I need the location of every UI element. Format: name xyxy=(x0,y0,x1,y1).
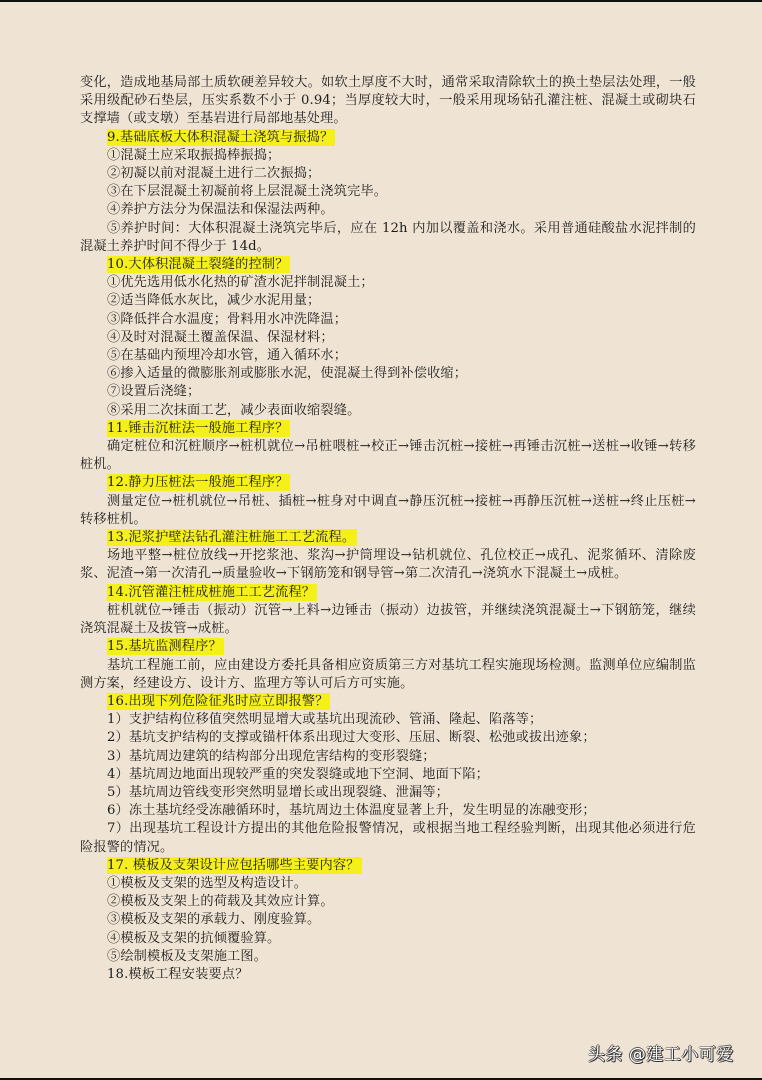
paragraph: 测量定位→桩机就位→吊桩、插桩→桩身对中调直→静压沉桩→接桩→再静压沉桩→送桩→终止压桩→转移桩机。 xyxy=(80,493,696,527)
section-heading xyxy=(80,638,696,656)
list-item: 1）支护结构位移值突然明显增大或基坑出现流砂、管涌、隆起、陷落等； xyxy=(107,712,543,728)
list-item: 6）冻土基坑经受冻融循环时，基坑周边土体温度显著上升，发生明显的冻融变形； xyxy=(107,803,596,819)
list-item: ②初凝以前对混凝土进行二次振捣； xyxy=(107,166,321,182)
intro-paragraph: 变化，造成地基局部土质软硬差异较大。如软土厚度不大时，通常采取清除软土的换土垫层法处理，一般采用级配砂石垫层，压实系数不小于 0.94；当厚度较大时，一般采用现场钻孔灌注桩、混凝土或砌块石支撑墙（或支墩）至基岩进行局部地基处理。 xyxy=(80,75,696,127)
list-item: ④模板及支架的抗倾覆验算。 xyxy=(107,930,281,946)
list-item: ⑧采用二次抹面工艺，减少表面收缩裂缝。 xyxy=(107,402,361,418)
plain-heading: 18.模板工程安装要点？ xyxy=(107,966,249,982)
paragraph: 基坑工程施工前，应由建设方委托具备相应资质第三方对基坑工程实施现场检测。监测单位应编制监测方案，经建设方、设计方、监理方等认可后方可实施。 xyxy=(80,657,696,691)
list-item: ②适当降低水灰比，减少水泥用量； xyxy=(107,293,321,309)
highlighted-heading: 17. 模板及支架设计应包括哪些主要内容？ xyxy=(107,857,360,873)
list-item: ④养护方法分为保温法和保湿法两种。 xyxy=(107,202,334,218)
highlighted-heading: 16.出现下列危险征兆时应立即报警？ xyxy=(107,693,329,709)
section-heading xyxy=(80,420,696,438)
list-item: ③在下层混凝土初凝前将上层混凝土浇筑完毕。 xyxy=(107,184,388,200)
section-heading xyxy=(80,857,696,875)
section-heading xyxy=(80,584,696,602)
highlighted-heading: 9.基础底板大体积混凝土浇筑与振捣？ xyxy=(107,129,334,145)
top-border xyxy=(0,0,762,2)
list-item: ①模板及支架的选型及构造设计。 xyxy=(107,875,308,891)
list-item: ①优先选用低水化热的矿渣水泥拌制混凝土； xyxy=(107,275,374,291)
list-item: 4）基坑周边地面出现较严重的突发裂缝或地下空洞、地面下陷； xyxy=(107,766,489,782)
highlighted-heading: 10.大体积混凝土裂缝的控制？ xyxy=(107,257,289,273)
section-heading xyxy=(80,129,696,147)
paragraph: 确定桩位和沉桩顺序→桩机就位→吊桩喂桩→校正→锤击沉桩→接桩→再锤击沉桩→送桩→收锤→转移桩机。 xyxy=(80,439,696,473)
list-item: ⑤在基础内预埋冷却水管，通入循环水； xyxy=(107,348,348,364)
section-heading xyxy=(80,966,696,984)
section-heading xyxy=(80,693,696,711)
paragraph: 桩机就位→锤击（振动）沉管→上料→边锤击（振动）边拔管，并继续浇筑混凝土→下钢筋笼，继续浇筑混凝土及拔管→成桩。 xyxy=(80,602,696,637)
list-item: 2）基坑支护结构的支撑或锚杆体系出现过大变形、压屈、断裂、松弛或拔出迹象； xyxy=(107,730,596,746)
list-item: ④及时对混凝土覆盖保温、保湿材料； xyxy=(107,329,334,345)
highlighted-heading: 12.静力压桩法一般施工程序？ xyxy=(107,475,289,491)
list-item: ③降低拌合水温度；骨料用水冲洗降温； xyxy=(107,311,348,327)
list-item: ①混凝土应采取振捣棒振捣； xyxy=(107,147,281,163)
list-item: ⑥掺入适量的微膨胀剂或膨胀水泥，使混凝土得到补偿收缩； xyxy=(107,366,468,382)
highlighted-heading: 13.泥浆护壁法钻孔灌注桩施工工艺流程。 xyxy=(107,530,356,546)
list-item: 3）基坑周边建筑的结构部分出现危害结构的变形裂缝； xyxy=(107,748,436,764)
section-heading xyxy=(80,256,696,274)
list-item: ②模板及支架上的荷载及其效应计算。 xyxy=(107,894,334,910)
section-heading xyxy=(80,474,696,492)
section-heading xyxy=(80,529,696,547)
highlighted-heading: 14.沉管灌注桩成桩施工工艺流程？ xyxy=(107,584,316,600)
list-item: ⑦设置后浇缝； xyxy=(107,384,201,400)
watermark: 头条 @建工小可爱 xyxy=(588,1045,734,1065)
list-item: 7）出现基坑工程设计方提出的其他危险报警情况，或根据当地工程经验判断，出现其他必须进行危险报警的情况。 xyxy=(80,821,696,855)
list-item: ⑤养护时间：大体积混凝土浇筑完毕后，应在 12h 内加以覆盖和浇水。采用普通硅酸盐水泥拌制的混凝土养护时间不得少于 14d。 xyxy=(80,220,696,254)
list-item: ⑤绘制模板及支架施工图。 xyxy=(107,948,268,964)
paragraph: 场地平整→桩位放线→开挖浆池、浆沟→护筒埋设→钻机就位、孔位校正→成孔、泥浆循环、清除废浆、泥渣→第一次清孔→质量验收→下钢筋笼和钢导管→第二次清孔→浇筑水下混凝土→成桩。 xyxy=(80,548,696,582)
list-item: 5）基坑周边管线变形突然明显增长或出现裂缝、泄漏等； xyxy=(107,784,449,800)
highlighted-heading: 11.锤击沉桩法一般施工程序？ xyxy=(107,420,289,436)
document-page xyxy=(80,74,696,984)
highlighted-heading: 15.基坑监测程序？ xyxy=(107,639,222,655)
list-item: ③模板及支架的承载力、刚度验算。 xyxy=(107,912,321,928)
